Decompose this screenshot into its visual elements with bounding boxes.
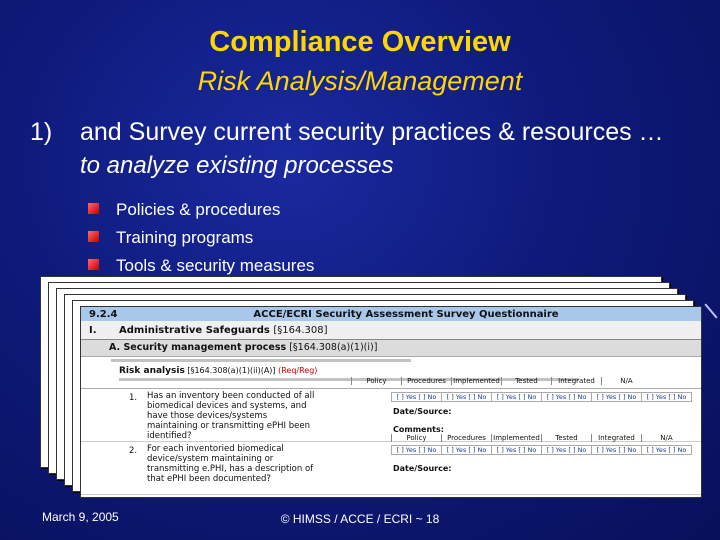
point-number: 1) <box>30 118 53 146</box>
question-text: For each inventoried biomedical device/system maintaining or transmitting e.PHI, has a description of that ePHI been documented? <box>147 444 314 484</box>
document-header <box>81 307 701 321</box>
date-source-label: Date/Source: <box>393 407 452 416</box>
slide-title: Compliance Overview <box>209 26 511 58</box>
slide-subtitle: Risk Analysis/Management <box>197 66 523 96</box>
square-bullet-icon <box>88 231 99 242</box>
question-row <box>81 434 701 495</box>
yes-no-checkbox[interactable]: [ ] Yes [ ] No <box>491 445 542 455</box>
square-bullet-icon <box>88 259 99 270</box>
column-header: N/A <box>641 434 691 442</box>
column-header: Integrated <box>591 434 641 442</box>
yes-no-checkbox[interactable]: [ ] Yes [ ] No <box>391 445 442 455</box>
main-point <box>30 116 690 182</box>
column-header: Implemented <box>451 377 501 385</box>
column-header: Tested <box>541 434 591 442</box>
yes-no-checkbox[interactable]: [ ] Yes [ ] No <box>541 392 592 402</box>
point-text <box>80 116 690 182</box>
bullet-label: Tools & security measures <box>116 256 315 275</box>
risk-ref: [§164.308(a)(1)(ii)(A)] <box>187 366 276 375</box>
document-title: ACCE/ECRI Security Assessment Survey Questionnaire <box>253 308 559 320</box>
yes-no-checkbox[interactable]: [ ] Yes [ ] No <box>641 392 692 402</box>
risk-requirement: (Req/Reg) <box>278 366 318 375</box>
column-header: Procedures <box>441 434 491 442</box>
footer-credit: © HIMSS / ACCE / ECRI ~ 18 <box>280 512 440 526</box>
bullet-item <box>88 224 314 252</box>
part-heading <box>81 321 701 340</box>
yes-no-checkbox[interactable]: [ ] Yes [ ] No <box>491 392 542 402</box>
square-bullet-icon <box>88 203 99 214</box>
column-header: Tested <box>501 377 551 385</box>
yes-no-checkbox[interactable]: [ ] Yes [ ] No <box>591 445 642 455</box>
column-header: Integrated <box>551 377 601 385</box>
column-headers <box>391 434 691 442</box>
bullet-item <box>88 196 314 224</box>
column-header: Policy <box>391 434 441 442</box>
date-source-label: Date/Source: <box>393 464 452 473</box>
part-number: I. <box>89 324 97 336</box>
point-text-italic: to analyze existing processes <box>80 152 394 179</box>
answer-options <box>391 445 691 455</box>
section-number: 9.2.4 <box>89 308 118 320</box>
bullet-list <box>88 196 314 280</box>
yes-no-checkbox[interactable]: [ ] Yes [ ] No <box>541 445 592 455</box>
footer-date: March 9, 2005 <box>42 510 119 524</box>
bullet-label: Training programs <box>116 228 254 247</box>
decorative-line <box>704 303 717 318</box>
risk-label: Risk analysis <box>119 366 185 376</box>
question-text: Has an inventory been conducted of all biomedical devices and systems, and have those devices/systems maintaining or transmitting ePHI been identified? <box>147 391 315 441</box>
questionnaire-document <box>80 306 702 498</box>
yes-no-checkbox[interactable]: [ ] Yes [ ] No <box>441 392 492 402</box>
bullet-label: Policies & procedures <box>116 200 281 219</box>
subsection-title: A. Security management process <box>109 342 287 353</box>
answer-options <box>391 392 691 402</box>
column-header: Implemented <box>491 434 541 442</box>
part-title: Administrative Safeguards <box>119 324 270 336</box>
subsection-heading <box>81 340 701 357</box>
question-number: 1. <box>129 393 138 403</box>
blurred-text-line <box>111 359 411 362</box>
risk-analysis-row <box>81 364 701 389</box>
subsection-ref: [§164.308(a)(1)(i)] <box>289 342 378 353</box>
column-headers <box>351 377 651 385</box>
yes-no-checkbox[interactable]: [ ] Yes [ ] No <box>441 445 492 455</box>
part-ref: [§164.308] <box>273 324 328 336</box>
point-text-main: and Survey current security practices & resources … <box>80 118 664 146</box>
comments-label: Comments: <box>393 425 444 434</box>
column-header: Policy <box>351 377 401 385</box>
question-number: 2. <box>129 446 138 456</box>
yes-no-checkbox[interactable]: [ ] Yes [ ] No <box>641 445 692 455</box>
yes-no-checkbox[interactable]: [ ] Yes [ ] No <box>391 392 442 402</box>
yes-no-checkbox[interactable]: [ ] Yes [ ] No <box>591 392 642 402</box>
document-stack <box>40 276 700 506</box>
column-header: Procedures <box>401 377 451 385</box>
column-header: N/A <box>601 377 651 385</box>
